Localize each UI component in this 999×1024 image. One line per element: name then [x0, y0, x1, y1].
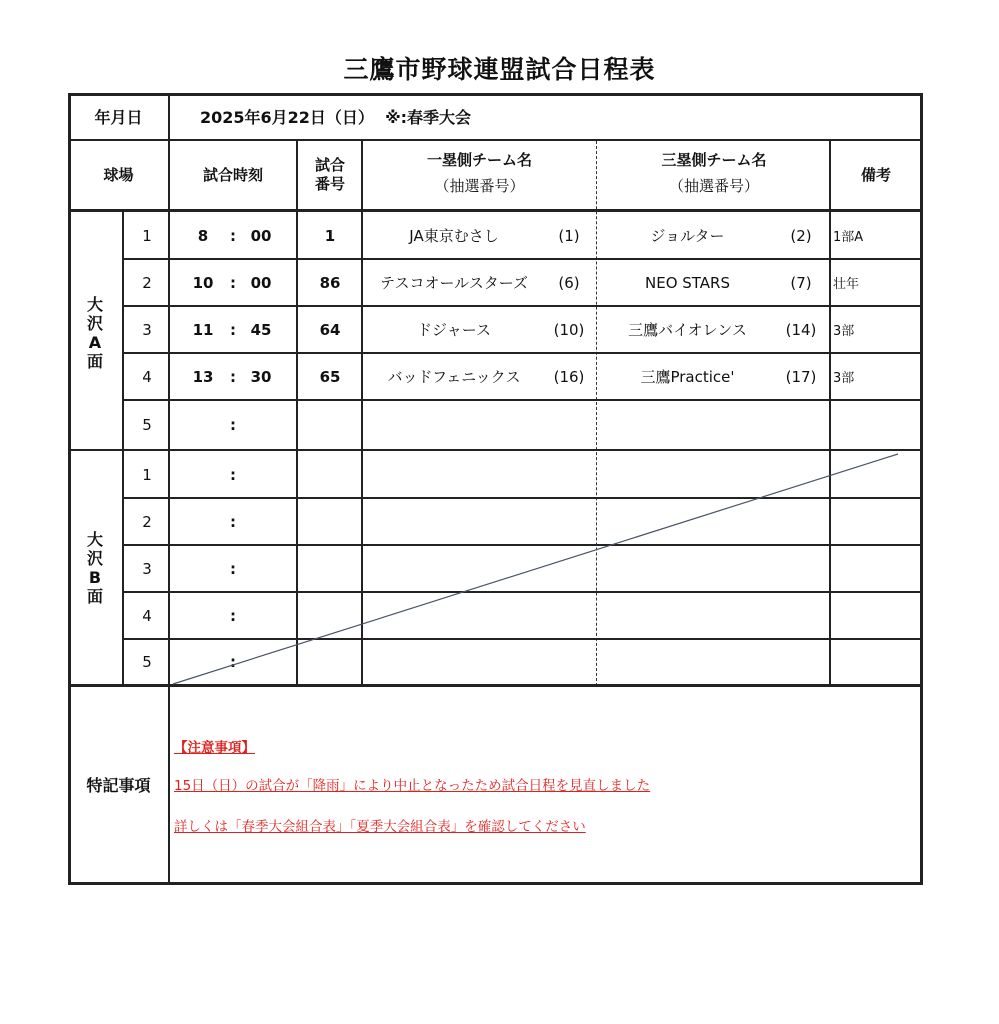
- row-number: 5: [142, 652, 152, 671]
- time-minute: 00: [250, 226, 272, 245]
- first-base-draw-no: (1): [558, 226, 580, 245]
- time-hour: 10: [192, 273, 214, 292]
- third-base-draw-no: (7): [790, 273, 812, 292]
- field-name-a: 大沢A面: [86, 295, 103, 371]
- first-base-team: ドジャース: [417, 321, 491, 339]
- row-number: 4: [142, 367, 152, 386]
- row-number: 2: [142, 512, 152, 531]
- game-number: 64: [319, 320, 341, 339]
- first-base-draw-no: (6): [558, 273, 580, 292]
- header-third-base: 三塁側チーム名: [661, 150, 767, 169]
- header-game-no: 試合番号: [314, 156, 345, 193]
- time-hour: 11: [192, 320, 214, 339]
- row-number: 3: [142, 320, 152, 339]
- time-colon: :: [230, 226, 236, 245]
- remark: 1部A: [833, 230, 864, 245]
- header-time: 試合時刻: [202, 165, 263, 184]
- header-first-base-sub: （抽選番号）: [434, 176, 525, 195]
- remark: 3部: [833, 324, 855, 339]
- time-minute: 00: [250, 273, 272, 292]
- page-title: 三鷹市野球連盟試合日程表: [343, 55, 656, 84]
- first-base-team: テスコオールスターズ: [380, 274, 528, 292]
- special-notes-label: 特記事項: [86, 776, 151, 795]
- time-colon: :: [230, 415, 236, 434]
- time-colon: :: [230, 559, 236, 578]
- third-base-draw-no: (17): [785, 367, 817, 386]
- first-base-draw-no: (10): [553, 320, 585, 339]
- third-base-team: 三鷹バイオレンス: [628, 321, 747, 339]
- row-number: 1: [142, 465, 152, 484]
- third-base-team: 三鷹Practice': [640, 368, 735, 386]
- first-base-team: バッドフェニックス: [387, 368, 521, 386]
- notes-heading: 【注意事項】: [174, 740, 255, 756]
- third-base-draw-no: (14): [785, 320, 817, 339]
- row-number: 4: [142, 606, 152, 625]
- row-number: 3: [142, 559, 152, 578]
- time-colon: :: [230, 606, 236, 625]
- schedule-table: [68, 93, 923, 885]
- header-third-base-sub: （抽選番号）: [668, 176, 759, 195]
- notes-line-2: 詳しくは「春季大会組合表」「夏季大会組合表」を確認してください: [174, 819, 586, 835]
- time-colon: :: [230, 273, 236, 292]
- game-number: 86: [319, 273, 341, 292]
- time-colon: :: [230, 465, 236, 484]
- date-label: 年月日: [94, 107, 143, 127]
- header-first-base: 一塁側チーム名: [426, 150, 532, 169]
- time-minute: 30: [250, 367, 272, 386]
- notes-line-1: 15日（日）の試合が「降雨」により中止となったため試合日程を見直しました: [174, 778, 651, 794]
- first-base-team: JA東京むさし: [409, 227, 499, 245]
- game-number: 65: [319, 367, 341, 386]
- game-number: 1: [324, 226, 336, 245]
- time-colon: :: [230, 512, 236, 531]
- third-base-draw-no: (2): [790, 226, 812, 245]
- third-base-team: NEO STARS: [645, 273, 730, 292]
- third-base-team: ジョルター: [650, 227, 725, 245]
- remark: 3部: [833, 371, 855, 386]
- row-number: 5: [142, 415, 152, 434]
- time-hour: 13: [192, 367, 214, 386]
- field-name-b: 大沢B面: [86, 530, 103, 606]
- header-field: 球場: [103, 165, 134, 184]
- row-number: 1: [142, 226, 152, 245]
- time-colon: :: [230, 652, 236, 671]
- time-hour: 8: [197, 226, 209, 245]
- first-base-draw-no: (16): [553, 367, 585, 386]
- strike-line: [68, 93, 923, 885]
- row-number: 2: [142, 273, 152, 292]
- time-colon: :: [230, 320, 236, 339]
- date-value: 2025年6月22日（日） ※:春季大会: [200, 107, 472, 127]
- time-minute: 45: [250, 320, 272, 339]
- time-colon: :: [230, 367, 236, 386]
- remark: 壮年: [833, 277, 860, 292]
- header-remarks: 備考: [860, 165, 891, 184]
